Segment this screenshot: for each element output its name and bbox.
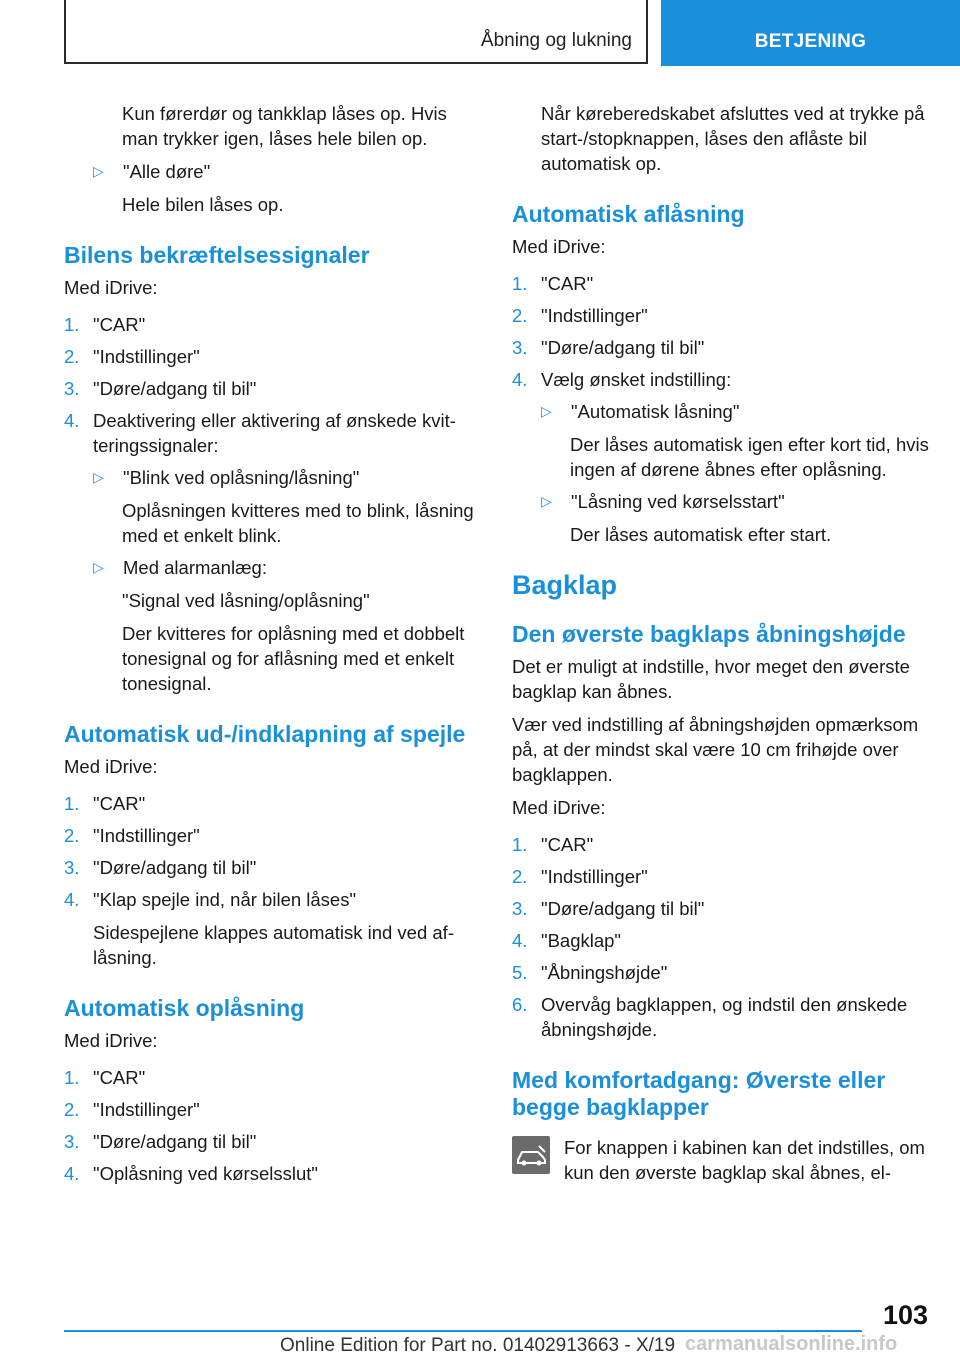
list-number: 4. (64, 1163, 80, 1184)
list-item-desc: Sidespejlene klappes automatisk ind ved aflåsning. (93, 922, 454, 968)
list-number: 4. (64, 889, 80, 910)
section-heading: Automatisk aflåsning (512, 201, 745, 227)
list-number: 2. (512, 305, 528, 326)
idrive-label: Med iDrive: (64, 756, 158, 777)
list-item (512, 489, 932, 514)
list-number: 6. (512, 994, 528, 1015)
list-item (64, 1065, 484, 1090)
list-item-label: "CAR" (541, 834, 594, 855)
list-item (512, 303, 932, 328)
list-number: 2. (512, 866, 528, 887)
list-number: 3. (64, 1131, 80, 1152)
left-column (64, 101, 484, 1186)
header-section-title: Åbning og lukning (480, 30, 632, 51)
list-item-desc: Oplåsningen kvitteres med to blink, låsning med et enkelt blink. (122, 500, 474, 546)
list-item-label: "Indstillinger" (541, 866, 648, 887)
list-item (512, 335, 932, 360)
list-item-desc: Hele bilen låses op. (122, 194, 284, 215)
right-column (512, 101, 932, 1185)
triangle-bullet-icon: ▷ (541, 493, 552, 509)
idrive-label: Med iDrive: (64, 1030, 158, 1051)
list-item (512, 399, 932, 424)
list-item-label: "CAR" (93, 793, 146, 814)
list-item-label: "Indstillinger" (93, 1099, 200, 1120)
list-item-label: "Automatisk låsning" (571, 401, 740, 422)
section-heading: Den øverste bagklaps åbningshøjde (512, 621, 906, 647)
list-item (64, 855, 484, 880)
list-number: 2. (64, 825, 80, 846)
list-item (512, 864, 932, 889)
list-number: 2. (64, 1099, 80, 1120)
list-item-label: "CAR" (93, 314, 146, 335)
list-item (64, 791, 484, 816)
list-item-label: "Indstillinger" (93, 825, 200, 846)
list-item-label: Deaktivering eller aktivering af ønskede kvitteringssignaler: (93, 410, 456, 456)
list-item-desc: Der låses automatisk efter start. (570, 524, 832, 545)
idrive-label: Med iDrive: (64, 277, 158, 298)
list-number: 1. (64, 793, 80, 814)
idrive-label: Med iDrive: (512, 236, 606, 257)
list-number: 4. (64, 410, 80, 431)
list-item (64, 312, 484, 337)
section-heading: Automatisk oplåsning (64, 995, 305, 1021)
list-item-label: "Låsning ved kørselsstart" (571, 491, 785, 512)
list-number: 3. (512, 337, 528, 358)
list-item-label: "Døre/adgang til bil" (541, 898, 705, 919)
list-number: 1. (512, 834, 528, 855)
list-item (64, 159, 484, 184)
list-item-label: "Alle døre" (123, 161, 211, 182)
list-item (64, 408, 484, 458)
list-item-label: "Åbningshøjde" (541, 962, 668, 983)
list-item-label: "Indstillinger" (541, 305, 648, 326)
list-item (64, 1097, 484, 1122)
list-item-label: "Blink ved oplåsning/låsning" (123, 467, 360, 488)
chapter-heading: Bagklap (512, 570, 618, 600)
triangle-bullet-icon: ▷ (93, 163, 104, 179)
list-item (64, 555, 484, 580)
info-row (512, 1135, 932, 1185)
list-item-desc: Der kvitteres for oplåsning med et dobbelt tonesignal og for aflåsning med et enkelt tonesignal. (122, 623, 465, 694)
triangle-bullet-icon: ▷ (93, 559, 104, 575)
list-item (512, 928, 932, 953)
list-item (64, 1129, 484, 1154)
list-number: 4. (512, 369, 528, 390)
header-section-box (64, 0, 648, 64)
list-item-label: Overvåg bagklappen, og indstil den ønskede åbningshøjde. (541, 994, 908, 1040)
paragraph: Det er muligt at indstille, hvor meget den øverste bagklap kan åbnes. (512, 656, 910, 702)
list-number: 3. (64, 857, 80, 878)
list-item-label: "Bagklap" (541, 930, 621, 951)
list-item (64, 344, 484, 369)
list-item-label: "Døre/adgang til bil" (93, 857, 257, 878)
list-item-desc: "Signal ved låsning/oplåsning" (122, 590, 370, 611)
intro-text: Når køreberedskabet afsluttes ved at trykke på start-/stopknappen, låses den aflåste bil automatisk op. (541, 103, 925, 174)
footer-edition: Online Edition for Part no. 01402913663 - X/19 (280, 1335, 676, 1356)
car-tailgate-icon (512, 1136, 550, 1174)
info-text: For knappen i kabinen kan det indstilles, om kun den øverste bagklap skal åbnes, el- (564, 1137, 925, 1183)
list-item-label: "Døre/adgang til bil" (541, 337, 705, 358)
list-item (64, 376, 484, 401)
list-item-label: Med alarmanlæg: (123, 557, 267, 578)
list-item-label: "Indstillinger" (93, 346, 200, 367)
triangle-bullet-icon: ▷ (541, 403, 552, 419)
section-heading: Bilens bekræftelsessignaler (64, 242, 370, 268)
list-item (512, 896, 932, 921)
list-number: 1. (512, 273, 528, 294)
list-item (512, 960, 932, 985)
list-number: 1. (64, 1067, 80, 1088)
watermark: carmanualsonline.info (685, 1333, 898, 1355)
header-chapter-title: BETJENING (754, 31, 867, 52)
section-heading: Med komfortadgang: Øverste eller begge bagklapper (512, 1067, 886, 1120)
intro-text: Kun førerdør og tankklap låses op. Hvis man trykker igen, låses hele bilen op. (122, 103, 447, 149)
list-item (512, 992, 932, 1042)
list-item-label: Vælg ønsket indstilling: (541, 369, 732, 390)
list-item-label: "Døre/adgang til bil" (93, 378, 257, 399)
list-item (64, 1161, 484, 1186)
list-item (512, 271, 932, 296)
list-number: 3. (64, 378, 80, 399)
list-item-label: "Døre/adgang til bil" (93, 1131, 257, 1152)
list-item-desc: Der låses automatisk igen efter kort tid, hvis ingen af dørene åbnes efter oplåsning. (570, 434, 929, 480)
list-item-label: "CAR" (541, 273, 594, 294)
list-item (64, 465, 484, 490)
list-item-label: "Oplåsning ved kørselsslut" (93, 1163, 318, 1184)
list-number: 2. (64, 346, 80, 367)
footer-divider (64, 1330, 862, 1332)
list-item-label: "Klap spejle ind, når bilen låses" (93, 889, 357, 910)
triangle-bullet-icon: ▷ (93, 469, 104, 485)
page-number: 103 (882, 1300, 928, 1330)
list-number: 5. (512, 962, 528, 983)
list-item (512, 832, 932, 857)
section-heading: Automatisk ud-/indklapning af spejle (64, 721, 466, 747)
list-number: 1. (64, 314, 80, 335)
list-item (64, 823, 484, 848)
idrive-label: Med iDrive: (512, 797, 606, 818)
list-number: 4. (512, 930, 528, 951)
paragraph: Vær ved indstilling af åbningshøjden opmærksom på, at der mindst skal være 10 cm frihøjde over bagklappen. (512, 714, 919, 785)
list-item (512, 367, 932, 392)
list-item-label: "CAR" (93, 1067, 146, 1088)
list-item (64, 887, 484, 912)
list-number: 3. (512, 898, 528, 919)
header-chapter-tab (661, 0, 960, 66)
